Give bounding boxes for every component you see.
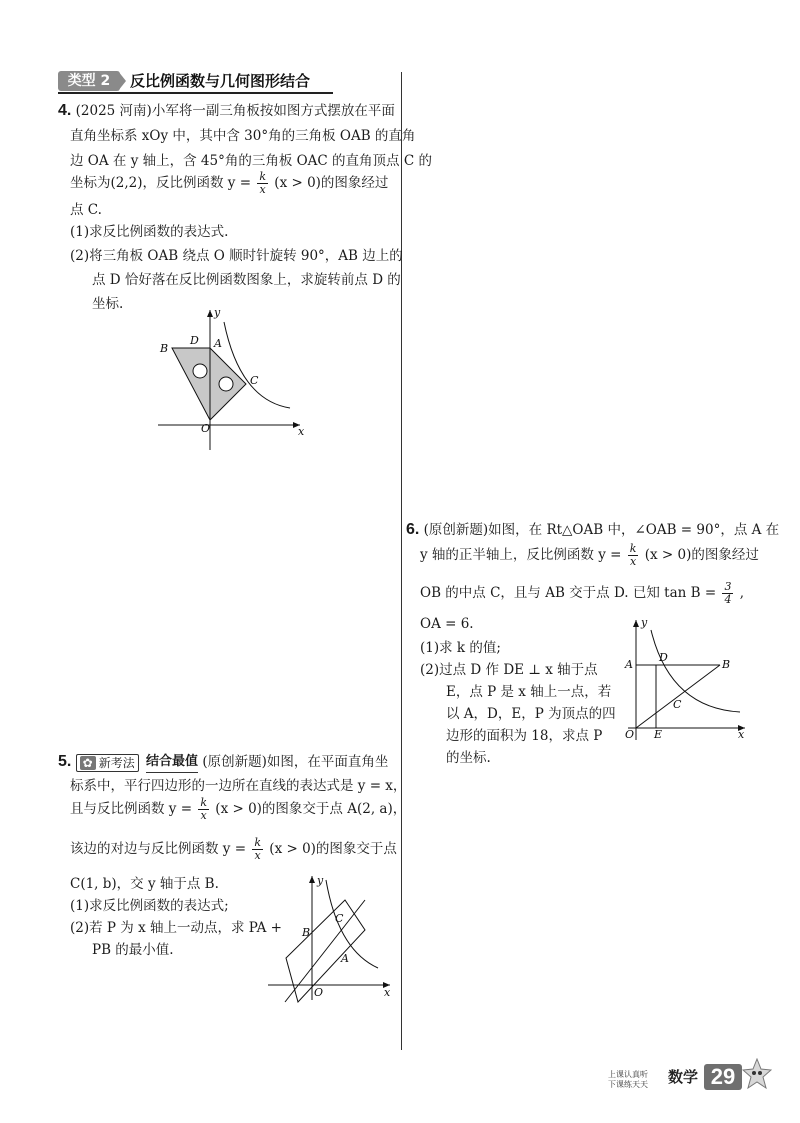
q6-line-4: OA = 6.	[420, 616, 474, 632]
label-x: x	[298, 425, 305, 438]
fraction-k-over-x: $\frac{k}{x}$	[259, 170, 266, 196]
footer-subject: 数学	[668, 1068, 699, 1086]
page-number: 29	[704, 1064, 742, 1090]
label-D: D	[190, 334, 199, 347]
figure-q6	[615, 610, 755, 745]
label-O: O	[201, 422, 211, 435]
label-B: B	[302, 926, 311, 939]
q6-part-1: (1)求 k 的值;	[420, 640, 501, 656]
label-E: E	[654, 728, 663, 741]
q4-line-2: 直角坐标系 xOy 中，其中含 30°角的三角板 OAB 的直角	[70, 128, 416, 144]
label-x: x	[738, 728, 745, 741]
label-A: A	[214, 337, 222, 350]
q6-part-2d: 边形的面积为 18，求点 P	[446, 728, 603, 744]
q4-line-4b: (x > 0)的图象经过	[274, 175, 389, 191]
footer-slogan: 上课认真听 下课练天天	[608, 1070, 648, 1089]
q6-part-2e: 的坐标.	[446, 750, 491, 766]
label-B: B	[722, 658, 731, 671]
q6-part-2c: 以 A，D，E，P 为顶点的四	[446, 706, 616, 722]
question-number: 5.	[58, 753, 72, 770]
q6-line-1: (原创新题)如图，在 Rt△OAB 中，∠OAB = 90°，点 A 在	[423, 522, 780, 538]
figure-q5	[262, 870, 397, 1005]
q6-line-3a: OB 的中点 C，且与 AB 交于点 D. 已知 tan B =	[420, 585, 717, 601]
q6-line-2b: (x > 0)的图象经过	[644, 547, 759, 563]
fraction-k-over-x: $\frac{k}{x}$	[629, 542, 637, 568]
label-C: C	[250, 374, 259, 387]
q5-line-4b: (x > 0)的图象交于点	[269, 841, 397, 857]
label-C: C	[335, 912, 344, 925]
q5-line-2: 标系中，平行四边形的一边所在直线的表达式是 y = x，	[70, 778, 407, 794]
q5-line-1: (原创新题)如图，在平面直角坐	[202, 754, 389, 770]
q6-line-2a: y 轴的正半轴上，反比例函数 y =	[420, 547, 622, 563]
label-x: x	[384, 986, 391, 999]
question-number: 6.	[406, 521, 420, 538]
section-rule	[58, 92, 333, 94]
q6-part-2a: (2)过点 D 作 DE ⊥ x 轴于点	[420, 662, 598, 678]
section-title: 反比例函数与几何图形结合	[130, 72, 311, 90]
question-number: 4.	[58, 102, 72, 119]
fraction-k-over-x: $\frac{k}{x}$	[254, 836, 261, 862]
label-C: C	[673, 698, 682, 711]
q5-part-1: (1)求反比例函数的表达式;	[70, 898, 229, 914]
column-divider	[401, 72, 402, 1050]
q5-line-4a: 该边的对边与反比例函数 y =	[70, 841, 247, 857]
type-badge: 类型 2	[58, 71, 120, 91]
label-y: y	[214, 306, 221, 319]
q5-line-3a: 且与反比例函数 y =	[70, 801, 193, 817]
q5-line-5: C(1, b)，交 y 轴于点 B.	[70, 876, 219, 892]
q5-line-3b: (x > 0)的图象交于点 A(2, a)，	[215, 801, 407, 817]
q6-part-2b: E，点 P 是 x 轴上一点，若	[446, 684, 612, 700]
new-method-tag: ✿ 新考法	[76, 754, 139, 772]
topic-tag: 结合最值	[146, 752, 198, 773]
figure-q4	[150, 300, 320, 455]
fraction-tan-b: $\frac{3}{4}$	[724, 580, 732, 606]
q4-line-4a: 坐标为(2,2)，反比例函数 y =	[70, 175, 252, 191]
label-B: B	[160, 342, 169, 355]
star-mascot-icon	[742, 1058, 772, 1090]
label-O: O	[625, 728, 635, 741]
flower-icon: ✿	[80, 756, 96, 770]
label-O: O	[314, 986, 324, 999]
label-y: y	[317, 874, 324, 887]
q6-line-3b: ,	[739, 585, 745, 601]
q4-part-2c: 坐标.	[92, 296, 124, 312]
q5-part-2b: PB 的最小值.	[92, 942, 174, 958]
q4-line-3: 边 OA 在 y 轴上，含 45°角的三角板 OAC 的直角顶点 C 的	[70, 153, 432, 169]
label-y: y	[641, 616, 648, 629]
label-A: A	[341, 952, 349, 965]
q4-line-5: 点 C.	[70, 202, 102, 218]
label-A: A	[625, 658, 633, 671]
q4-part-2a: (2)将三角板 OAB 绕点 O 顺时针旋转 90°，AB 边上的	[70, 248, 403, 264]
q4-part-1: (1)求反比例函数的表达式.	[70, 224, 229, 240]
q4-line-1: (2025 河南)小军将一副三角板按如图方式摆放在平面	[75, 103, 395, 119]
q4-part-2b: 点 D 恰好落在反比例函数图象上，求旋转前点 D 的	[92, 272, 401, 288]
label-D: D	[659, 651, 668, 664]
badge-arrow	[118, 71, 126, 91]
q5-part-2a: (2)若 P 为 x 轴上一动点，求 PA +	[70, 920, 282, 936]
fraction-k-over-x: $\frac{k}{x}$	[200, 796, 207, 822]
section-header	[58, 70, 333, 92]
